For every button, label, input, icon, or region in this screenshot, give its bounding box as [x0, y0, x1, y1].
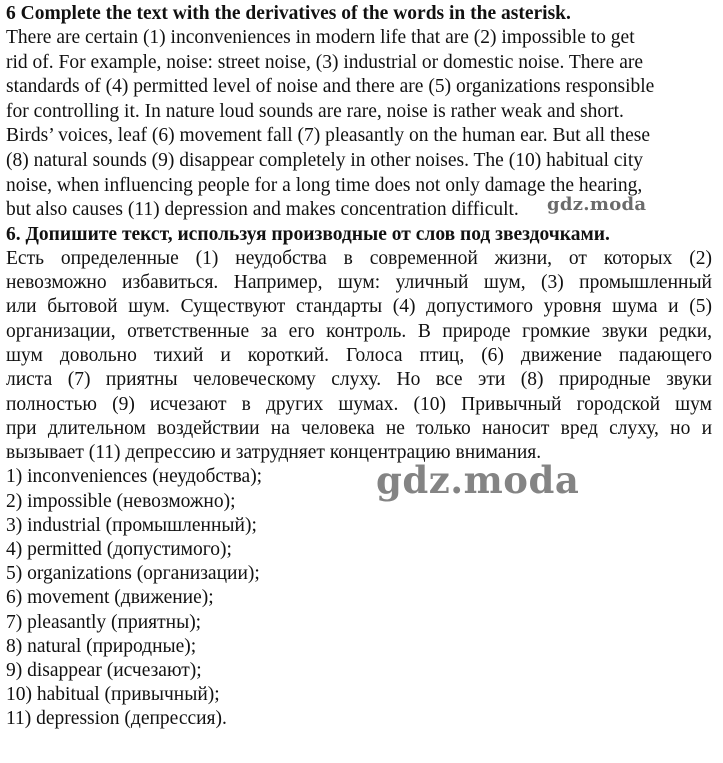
- english-line: standards of (4) permitted level of noise and there are (5) organizations responsible: [6, 76, 655, 98]
- answer-item: 2) impossible (невозможно);: [6, 490, 236, 512]
- answer-item: 7) pleasantly (приятны);: [6, 611, 202, 633]
- english-line: (8) natural sounds (9) disappear completely in other noises. The (10) habitual city: [6, 149, 644, 171]
- russian-line: шум довольно тихий и короткий. Голоса птиц, (6) движение падающего: [6, 344, 712, 366]
- answer-item: 8) natural (природные);: [6, 635, 197, 657]
- russian-line: вызывает (11) депрессию и затрудняет концентрацию внимания.: [6, 442, 542, 464]
- answer-item: 4) permitted (допустимого);: [6, 539, 232, 561]
- watermark-large: gdz.moda: [376, 458, 580, 502]
- translation-heading: 6. Допишите текст, используя производные от слов под звездочками.: [6, 223, 610, 245]
- russian-line: листа (7) приятны человеческому слуху. Но все эти (8) природные звуки: [6, 369, 712, 391]
- exercise-heading: 6 Complete the text with the derivatives of the words in the asterisk.: [6, 3, 571, 24]
- russian-line: или бытовой шум. Существуют стандарты (4) допустимого уровня шума и (5): [6, 296, 712, 318]
- document-page: [6, 2, 712, 732]
- watermark-small: gdz.moda: [547, 194, 647, 215]
- russian-line: организации, ответственные за его контроль. В природе громкие звуки редки,: [6, 320, 712, 342]
- answer-item: 10) habitual (привычный);: [6, 684, 220, 706]
- answer-item: 11) depression (депрессия).: [6, 708, 227, 730]
- russian-line: при длительном воздействии на человека не только наносит вред слуху, но и: [6, 417, 712, 439]
- russian-line: полностью (9) исчезают в других шумах. (10) Привычный городской шум: [6, 393, 712, 415]
- answer-item: 3) industrial (промышленный);: [6, 514, 257, 536]
- english-line: There are certain (1) inconveniences in modern life that are (2) impossible to get: [6, 27, 635, 48]
- answer-item: 5) organizations (организации);: [6, 563, 260, 585]
- english-line: Birds’ voices, leaf (6) movement fall (7) pleasantly on the human ear. But all these: [6, 125, 651, 147]
- answer-list: [6, 465, 712, 731]
- english-line: rid of. For example, noise: street noise, (3) industrial or domestic noise. There are: [6, 51, 644, 73]
- english-line: but also causes (11) depression and makes concentration difficult.: [6, 199, 519, 221]
- russian-line: невозможно избавиться. Например, шум: уличный шум, (3) промышленный: [6, 272, 712, 294]
- answer-item: 1) inconveniences (неудобства);: [6, 466, 263, 488]
- russian-text: [6, 247, 712, 466]
- english-line: noise, when influencing people for a long time does not only damage the hearing,: [6, 174, 643, 196]
- russian-line: Есть определенные (1) неудобства в современной жизни, от которых (2): [6, 247, 712, 269]
- answer-item: 9) disappear (исчезают);: [6, 660, 202, 682]
- answer-item: 6) movement (движение);: [6, 587, 214, 609]
- english-line: for controlling it. In nature loud sounds are rare, noise is rather weak and short.: [6, 100, 624, 122]
